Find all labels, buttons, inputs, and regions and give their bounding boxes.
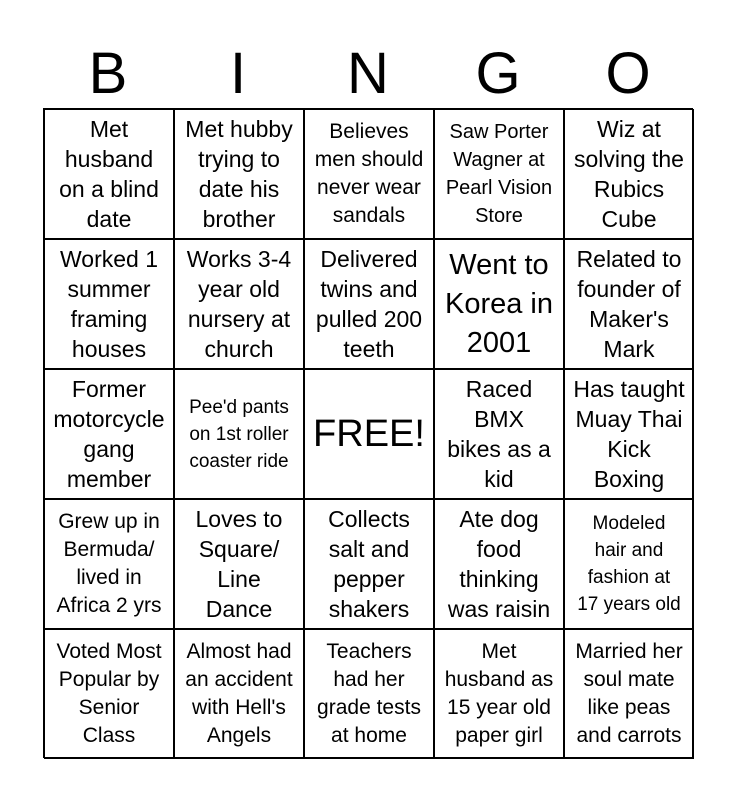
cell-text: Has taught Muay Thai Kick Boxing (573, 376, 685, 492)
cell-text: Voted Most Popular by Senior Class (56, 640, 162, 747)
cell-text: Pee'd pants on 1st roller coaster ride (189, 396, 289, 472)
header-letter-n: N (347, 41, 389, 106)
cell-text: Met husband on a blind date (59, 116, 159, 232)
cell-text: Modeled hair and fashion at 17 years old (577, 513, 681, 615)
cell-text: Worked 1 summer framing houses (59, 246, 158, 362)
bingo-cell (564, 109, 694, 239)
bingo-cell (564, 499, 694, 629)
bingo-cell (44, 629, 174, 759)
cell-text: Delivered twins and pulled 200 teeth (315, 246, 423, 362)
cell-text: Former motorcycle gang member (53, 376, 165, 492)
bingo-cell (434, 499, 564, 629)
header-letter-b: B (88, 41, 128, 106)
cell-text: Married her soul mate like peas and carrots (575, 640, 683, 747)
cell-text: Met husband as 15 year old paper girl (444, 640, 554, 747)
cell-text: Works 3-4 year old nursery at church (186, 246, 292, 362)
bingo-cell (174, 629, 304, 759)
cell-text: Ate dog food thinking was raisin (447, 506, 551, 622)
bingo-cell (434, 109, 564, 239)
bingo-cell (304, 109, 434, 239)
header-letter-o: O (605, 41, 651, 106)
bingo-cell (44, 239, 174, 369)
bingo-cell (44, 369, 174, 499)
cell-text: Went to Korea in 2001 (444, 248, 553, 359)
bingo-card-grid (43, 108, 693, 758)
bingo-cell (174, 369, 304, 499)
bingo-cell (564, 239, 694, 369)
cell-text: Related to founder of Maker's Mark (576, 246, 682, 362)
bingo-cell (434, 239, 564, 369)
bingo-cell (44, 499, 174, 629)
bingo-cell (564, 369, 694, 499)
bingo-cell (174, 499, 304, 629)
cell-text: Saw Porter Wagner at Pearl Vision Store (445, 121, 553, 227)
bingo-cell (434, 629, 564, 759)
cell-text: Raced BMX bikes as a kid (447, 376, 551, 492)
bingo-cell (174, 109, 304, 239)
header-letter-g: G (475, 41, 521, 106)
cell-text: Grew up in Bermuda/ lived in Africa 2 yrs (56, 510, 162, 617)
bingo-cell (304, 629, 434, 759)
header-letter-i: I (229, 41, 247, 106)
bingo-cell (174, 239, 304, 369)
bingo-cell (44, 109, 174, 239)
cell-text: FREE! (313, 413, 425, 455)
free-space-cell (304, 369, 434, 499)
bingo-cell (434, 369, 564, 499)
cell-text: Almost had an accident with Hell's Angels (185, 640, 293, 747)
cell-text: Believes men should never wear sandals (314, 120, 424, 227)
cell-text: Met hubby trying to date his brother (185, 116, 293, 232)
bingo-cell (304, 239, 434, 369)
bingo-cell (564, 629, 694, 759)
cell-text: Teachers had her grade tests at home (317, 640, 421, 747)
cell-text: Collects salt and pepper shakers (328, 506, 410, 622)
bingo-cell (304, 499, 434, 629)
cell-text: Loves to Square/ Line Dance (195, 506, 283, 622)
bingo-header (43, 40, 693, 108)
cell-text: Wiz at solving the Rubics Cube (574, 116, 684, 232)
